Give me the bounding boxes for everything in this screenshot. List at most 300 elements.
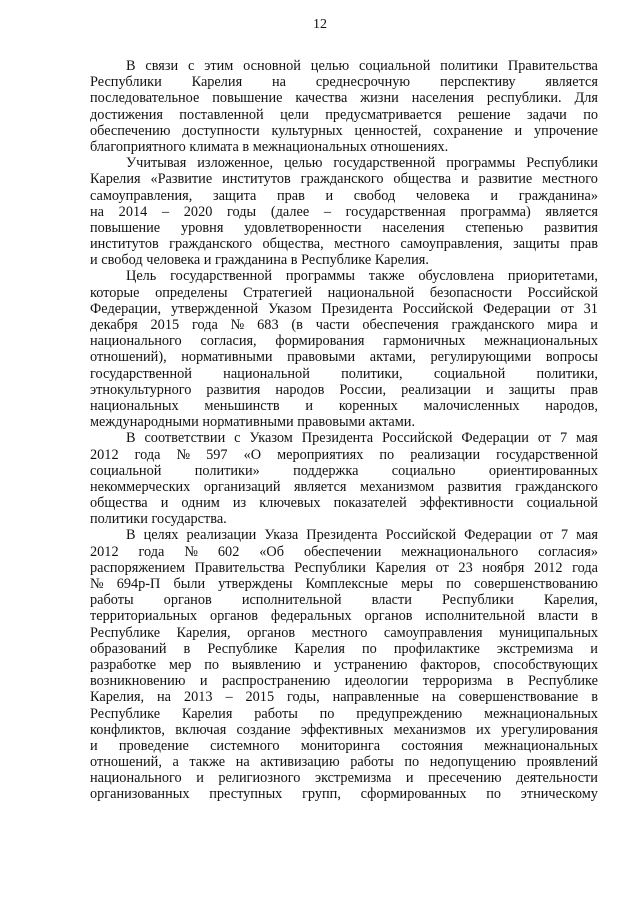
text-line bbox=[90, 754, 598, 770]
word: Президента bbox=[301, 430, 374, 447]
word: народов bbox=[275, 381, 325, 398]
word: проведение bbox=[118, 737, 189, 754]
word: Карелия bbox=[294, 640, 345, 657]
word: мероприятиях bbox=[277, 446, 364, 463]
word: Республики bbox=[526, 155, 598, 172]
word: гражданина» bbox=[518, 187, 598, 204]
word: пресечению bbox=[428, 770, 502, 787]
word: года bbox=[572, 559, 598, 576]
word: Карелия bbox=[181, 705, 233, 722]
word: по bbox=[379, 446, 395, 463]
word: распространению bbox=[221, 673, 331, 690]
word: повышение bbox=[212, 90, 283, 107]
paragraph bbox=[90, 268, 598, 430]
word: поддержка bbox=[293, 462, 359, 479]
word: коренных bbox=[338, 397, 398, 414]
word: территориальных bbox=[90, 608, 198, 625]
word: – bbox=[225, 689, 233, 706]
word: степенью bbox=[465, 219, 524, 236]
word: 2012 bbox=[90, 446, 119, 463]
word: развитие bbox=[478, 171, 533, 188]
word: эффективных bbox=[300, 721, 384, 738]
word: целью bbox=[284, 155, 323, 172]
word: «Об bbox=[259, 543, 285, 560]
word: возникновению bbox=[90, 673, 186, 690]
word: «Развитие bbox=[150, 171, 213, 188]
word: Республики bbox=[90, 74, 162, 91]
word: местного bbox=[334, 236, 390, 253]
word: среднесрочную bbox=[315, 74, 411, 91]
word: сохранение bbox=[433, 122, 503, 139]
word: 23 bbox=[458, 559, 473, 576]
word: 683 bbox=[257, 317, 279, 333]
word: социальной bbox=[526, 495, 598, 512]
paragraph bbox=[90, 430, 598, 527]
word: государственная bbox=[345, 203, 446, 220]
word: от bbox=[537, 430, 552, 447]
word: Республике bbox=[90, 624, 161, 641]
word: обеспечения bbox=[362, 317, 439, 333]
word: гармоничных bbox=[383, 333, 466, 350]
word: 2015 bbox=[245, 689, 275, 706]
word: 7 bbox=[560, 527, 569, 544]
word: одним bbox=[181, 495, 220, 512]
word: и bbox=[90, 252, 98, 269]
word: актами, bbox=[369, 349, 416, 366]
word: экстремизма bbox=[314, 770, 392, 787]
word: нормативными bbox=[202, 414, 294, 431]
text-line bbox=[90, 689, 598, 705]
text-line bbox=[90, 301, 598, 317]
text-line bbox=[90, 592, 598, 608]
word: самоуправления, bbox=[90, 187, 193, 204]
text-line bbox=[90, 252, 598, 268]
word: межнациональных bbox=[484, 333, 598, 350]
word: Федерации bbox=[461, 430, 529, 447]
word: институтов bbox=[222, 171, 291, 188]
word: изложенное, bbox=[197, 155, 274, 172]
word: институтов bbox=[90, 236, 159, 253]
word: Стратегией bbox=[243, 284, 313, 301]
word: и bbox=[203, 252, 212, 269]
word: с bbox=[234, 430, 241, 447]
text-line bbox=[90, 58, 598, 74]
word: декабря bbox=[90, 317, 138, 333]
text-line bbox=[90, 171, 598, 187]
word: от bbox=[435, 559, 449, 576]
word: мая bbox=[576, 527, 598, 544]
word: годы, bbox=[287, 689, 320, 706]
word: в bbox=[591, 689, 598, 706]
word: ноября bbox=[482, 559, 525, 576]
word: включая bbox=[175, 721, 227, 738]
word: социальной bbox=[358, 58, 431, 74]
word: по bbox=[446, 576, 461, 592]
word: этнокультурного bbox=[90, 381, 192, 398]
word: самоуправления bbox=[383, 624, 483, 641]
word: национальных bbox=[90, 397, 179, 414]
word: народов, bbox=[545, 397, 598, 414]
word: года bbox=[191, 317, 218, 333]
word: политики, bbox=[536, 365, 598, 382]
word: органов bbox=[209, 608, 259, 625]
word: прав bbox=[276, 187, 305, 204]
word: программы bbox=[446, 155, 516, 172]
word: государственной bbox=[496, 446, 598, 463]
word: механизмов bbox=[393, 721, 466, 738]
word: 31 bbox=[583, 300, 598, 317]
word: проявлений bbox=[526, 754, 598, 771]
word: групп, bbox=[302, 786, 341, 803]
word: Российской bbox=[527, 284, 598, 301]
word: международными bbox=[90, 414, 199, 431]
text-line bbox=[90, 770, 598, 786]
word: работы bbox=[350, 754, 394, 771]
word: регулирующими bbox=[430, 349, 532, 366]
word: этническому bbox=[520, 786, 598, 803]
word: свобод bbox=[353, 187, 396, 204]
text-line bbox=[90, 333, 598, 349]
text-line bbox=[90, 414, 598, 430]
word: (в bbox=[291, 317, 303, 333]
word: упрочение bbox=[534, 122, 598, 139]
word: в bbox=[290, 252, 298, 269]
word: республики. bbox=[486, 90, 562, 107]
word: задачи bbox=[526, 106, 567, 123]
word: нормативными bbox=[181, 349, 273, 366]
word: органов bbox=[163, 592, 212, 609]
word: идеологии bbox=[344, 673, 409, 690]
word: мер bbox=[168, 656, 192, 673]
word: на bbox=[90, 203, 104, 220]
word: является bbox=[545, 74, 598, 91]
word: организованных bbox=[90, 786, 190, 803]
word: защиты bbox=[508, 381, 556, 398]
paragraph bbox=[90, 527, 598, 802]
word: Для bbox=[574, 90, 598, 107]
word: перспективу bbox=[439, 74, 516, 91]
word: ценностей, bbox=[354, 122, 422, 139]
word: гражданского bbox=[300, 171, 384, 188]
text-line bbox=[90, 107, 598, 123]
word: гражданского bbox=[515, 478, 598, 495]
document-body bbox=[90, 58, 598, 803]
text-line bbox=[90, 139, 598, 155]
word: политики bbox=[440, 58, 499, 74]
word: Карелия bbox=[375, 559, 427, 576]
word: межнациональных bbox=[252, 138, 367, 155]
word: прав bbox=[570, 236, 598, 253]
word: органов bbox=[247, 624, 296, 641]
word: целью bbox=[310, 58, 350, 74]
text-line bbox=[90, 204, 598, 220]
text-line bbox=[90, 495, 598, 511]
word: эффективности bbox=[419, 495, 514, 512]
word: 2014 bbox=[118, 203, 148, 220]
word: свобод bbox=[101, 252, 143, 269]
word: Федерации bbox=[464, 527, 532, 544]
word: человека bbox=[146, 252, 201, 269]
text-line bbox=[90, 188, 598, 204]
word: политики» bbox=[194, 462, 260, 479]
word: обеспечению bbox=[90, 122, 171, 139]
word: совершенствование bbox=[458, 689, 579, 706]
word: поставленной bbox=[179, 106, 264, 123]
word: экстремизма bbox=[496, 640, 574, 657]
word: межнационального bbox=[401, 543, 519, 560]
word: основной bbox=[243, 58, 301, 74]
word: государственной bbox=[333, 155, 436, 172]
word: национального bbox=[90, 333, 182, 350]
text-line bbox=[90, 236, 598, 252]
word: и bbox=[325, 187, 334, 204]
word: малочисленных bbox=[423, 397, 520, 414]
word: программа) bbox=[460, 203, 531, 220]
word: защиты bbox=[513, 236, 560, 253]
word: показателей bbox=[333, 495, 407, 512]
word: Карелия, bbox=[90, 689, 145, 706]
word: утверждены bbox=[218, 576, 293, 592]
word: и bbox=[485, 381, 494, 398]
word: некоммерческих bbox=[90, 478, 191, 495]
word: также bbox=[189, 754, 226, 771]
text-line bbox=[90, 673, 598, 689]
word: самоуправления, bbox=[400, 236, 503, 253]
word: гражданского bbox=[169, 236, 253, 253]
word: доступности bbox=[182, 122, 260, 139]
word: профилактике bbox=[393, 640, 480, 657]
word: механизмом bbox=[359, 478, 435, 495]
word: 694р-П bbox=[116, 576, 161, 592]
word: были bbox=[173, 576, 206, 592]
word: гражданского bbox=[451, 317, 535, 333]
word: межнациональных bbox=[484, 705, 598, 722]
word: Республике bbox=[301, 252, 372, 269]
word: на bbox=[272, 74, 287, 91]
word: федеральных bbox=[270, 608, 352, 625]
word: выявлению bbox=[231, 656, 301, 673]
word: и bbox=[305, 397, 314, 414]
word: года bbox=[134, 446, 161, 463]
text-line bbox=[90, 285, 598, 301]
word: повышение bbox=[90, 219, 161, 236]
word: Республики bbox=[442, 592, 514, 609]
word: – bbox=[161, 203, 170, 220]
word: 2015 bbox=[150, 317, 180, 333]
word: от bbox=[539, 527, 553, 544]
word: 2012 bbox=[533, 559, 563, 576]
word: формирования bbox=[275, 333, 365, 350]
paragraph bbox=[90, 58, 598, 155]
word: № bbox=[184, 543, 198, 560]
text-line bbox=[90, 382, 598, 398]
word: правовыми bbox=[297, 414, 366, 431]
word: реализации bbox=[401, 381, 471, 398]
word: и bbox=[514, 122, 523, 139]
word: В bbox=[126, 430, 136, 447]
text-line bbox=[90, 430, 598, 446]
word: – bbox=[323, 203, 331, 220]
text-line bbox=[90, 366, 598, 382]
word: по bbox=[486, 786, 501, 803]
word: исполнительной bbox=[425, 608, 526, 625]
word: обусловлена bbox=[418, 268, 495, 285]
word: конфликтов, bbox=[90, 721, 166, 738]
text-line bbox=[90, 317, 598, 333]
word: и bbox=[590, 640, 598, 657]
word: Российской bbox=[382, 430, 453, 447]
word: Республики bbox=[294, 559, 366, 576]
word: исполнительной bbox=[241, 592, 342, 609]
word: Карелия, bbox=[176, 624, 231, 641]
word: предусматривается bbox=[325, 106, 442, 123]
word: совершенствованию bbox=[474, 576, 598, 592]
word: благоприятного bbox=[90, 138, 186, 155]
word: ориентированных bbox=[488, 462, 598, 479]
word: по bbox=[204, 656, 220, 673]
word: связи bbox=[145, 58, 179, 74]
text-line bbox=[90, 268, 598, 284]
word: развития bbox=[447, 478, 502, 495]
text-line bbox=[90, 576, 598, 592]
word: на bbox=[431, 689, 446, 706]
word: работы bbox=[254, 705, 298, 722]
word: реализации bbox=[186, 527, 257, 544]
word: Указом bbox=[249, 430, 293, 447]
word: недопущению bbox=[429, 754, 517, 771]
word: мира bbox=[547, 317, 578, 333]
word: Российской bbox=[385, 527, 457, 544]
word: 2012 bbox=[90, 543, 119, 560]
word: года bbox=[138, 543, 165, 560]
text-line bbox=[90, 527, 598, 543]
word: направленные bbox=[332, 689, 419, 706]
word: а bbox=[172, 754, 179, 771]
word: (далее bbox=[270, 203, 310, 220]
word: является bbox=[545, 203, 598, 220]
word: социальной bbox=[90, 462, 162, 479]
word: отношений), bbox=[90, 349, 167, 366]
word: социальной bbox=[433, 365, 506, 382]
word: и bbox=[490, 187, 499, 204]
word: сформированных bbox=[360, 786, 467, 803]
word: Карелия bbox=[191, 74, 243, 91]
word: их bbox=[476, 721, 491, 738]
word: национальной bbox=[223, 365, 310, 382]
word: ключевых bbox=[259, 495, 321, 512]
word: согласия» bbox=[538, 543, 598, 560]
word: мониторинга bbox=[300, 737, 381, 754]
word: части bbox=[315, 317, 350, 333]
word: и bbox=[196, 770, 204, 787]
text-line bbox=[90, 220, 598, 236]
word: гражданина bbox=[215, 252, 288, 269]
text-line bbox=[90, 657, 598, 673]
word: политики bbox=[90, 511, 148, 528]
word: населения bbox=[382, 219, 445, 236]
word: способствующих bbox=[493, 656, 598, 673]
word: муниципальных bbox=[498, 624, 598, 641]
text-line bbox=[90, 479, 598, 495]
word: 2020 bbox=[183, 203, 213, 220]
word: соответствии bbox=[144, 430, 226, 447]
word: национальной bbox=[327, 284, 415, 301]
word: в bbox=[183, 640, 191, 657]
word: религиозного bbox=[218, 770, 301, 787]
word: власти bbox=[538, 608, 579, 625]
word: Республике bbox=[207, 640, 278, 657]
word: этим bbox=[204, 58, 234, 74]
text-line bbox=[90, 560, 598, 576]
word: Федерации, bbox=[90, 300, 162, 317]
word: 597 bbox=[206, 446, 228, 463]
word: удовлетворенности bbox=[244, 219, 362, 236]
word: политики, bbox=[341, 365, 403, 382]
text-line bbox=[90, 90, 598, 106]
word: жизни bbox=[360, 90, 399, 107]
word: местного bbox=[542, 171, 598, 188]
word: защита bbox=[212, 187, 257, 204]
word: климата bbox=[189, 138, 239, 155]
word: является bbox=[293, 478, 347, 495]
word: отношений, bbox=[90, 754, 162, 771]
word: местного bbox=[311, 624, 368, 641]
word: вопросы bbox=[545, 349, 598, 366]
word: Учитывая bbox=[126, 155, 187, 172]
word: программы bbox=[285, 268, 355, 285]
word: урегулирования bbox=[501, 721, 598, 738]
word: межнациональных bbox=[484, 737, 598, 754]
word: по bbox=[404, 754, 420, 771]
word: человека bbox=[415, 187, 470, 204]
word: власти bbox=[371, 592, 412, 609]
word: России, bbox=[339, 381, 387, 398]
word: в bbox=[506, 673, 514, 690]
word: развития bbox=[206, 381, 261, 398]
word: достижения bbox=[90, 106, 163, 123]
word: качества bbox=[295, 90, 348, 107]
word: мая bbox=[576, 430, 598, 447]
word: уровня bbox=[180, 219, 224, 236]
word: и bbox=[160, 495, 169, 512]
text-line bbox=[90, 123, 598, 139]
word: Правительства bbox=[507, 58, 598, 74]
word: факторов, bbox=[420, 656, 481, 673]
word: культурных bbox=[271, 122, 343, 139]
word: актами. bbox=[368, 414, 416, 431]
word: и bbox=[313, 656, 322, 673]
word: по bbox=[319, 705, 335, 722]
word: организаций bbox=[203, 478, 281, 495]
word: создание bbox=[236, 721, 291, 738]
text-line bbox=[90, 625, 598, 641]
text-line bbox=[90, 738, 598, 754]
word: № bbox=[176, 446, 191, 463]
word: Комплексные bbox=[305, 576, 388, 592]
paragraph bbox=[90, 155, 598, 268]
word: приоритетами, bbox=[507, 268, 598, 285]
word: Правительства bbox=[194, 559, 285, 576]
word: Карелия. bbox=[374, 252, 429, 269]
word: и bbox=[590, 317, 598, 333]
word: активизацию bbox=[260, 754, 340, 771]
text-line bbox=[90, 398, 598, 414]
word: целях bbox=[143, 527, 179, 544]
word: В bbox=[126, 527, 136, 544]
word: согласия, bbox=[200, 333, 257, 350]
word: общества bbox=[90, 495, 148, 512]
text-line bbox=[90, 641, 598, 657]
